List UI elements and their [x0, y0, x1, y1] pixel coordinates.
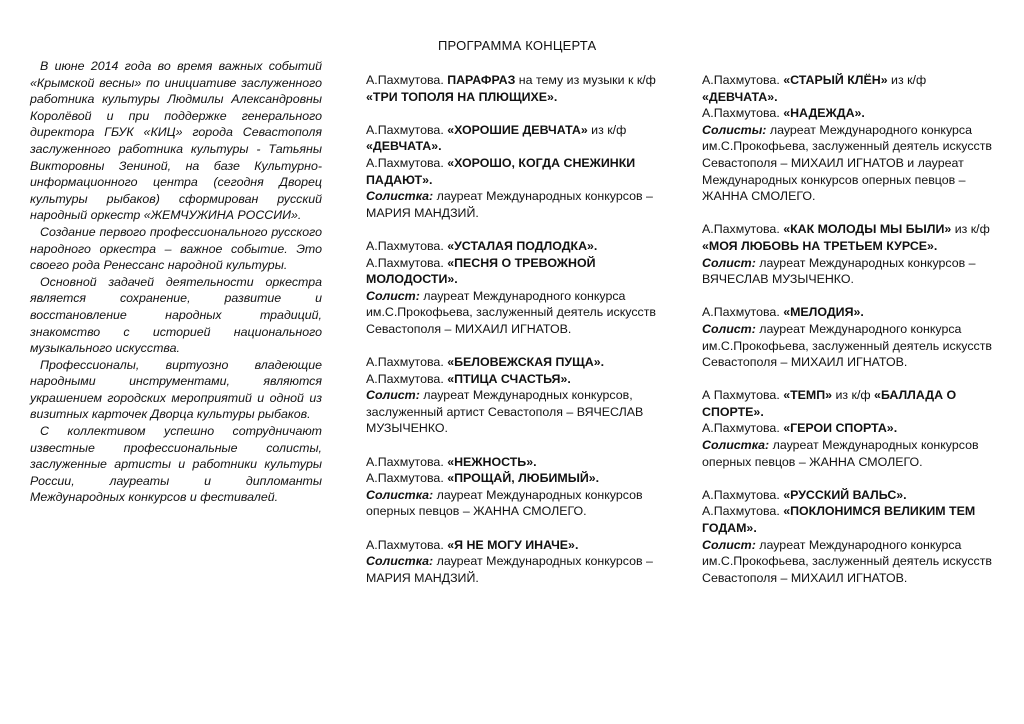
work-title: «РУССКИЙ ВАЛЬС».	[783, 487, 907, 502]
program-item	[702, 487, 1002, 587]
performer-line	[366, 553, 666, 586]
performer-role: Солисты:	[702, 122, 767, 137]
page-title: ПРОГРАММА КОНЦЕРТА	[438, 38, 597, 53]
work-text: А.Пахмутова.	[366, 471, 448, 486]
program-column-left	[366, 72, 666, 603]
work-text: из к/ф	[587, 122, 627, 137]
program-item	[366, 72, 666, 105]
work-title: «КАК МОЛОДЫ МЫ БЫЛИ»	[783, 222, 952, 237]
performer-role: Солист:	[702, 537, 756, 552]
performer-line	[366, 487, 666, 520]
work-text: А.Пахмутова.	[702, 504, 784, 519]
intro-paragraph: С коллективом успешно сотрудничают известные профессиональные солисты, заслуженные артисты и работники культуры России, лауреаты и дипломанты Международных конкурсов и фестивалей.	[30, 424, 322, 505]
performer-role: Солист:	[702, 321, 756, 336]
work-text: А.Пахмутова.	[702, 421, 784, 436]
work-text: А.Пахмутова.	[366, 122, 448, 137]
performer-role: Солистка:	[366, 487, 434, 502]
work-text: А.Пахмутова.	[366, 155, 448, 170]
work-text: А.Пахмутова.	[702, 305, 784, 320]
work-title: «ПОКЛОНИМСЯ ВЕЛИКИМ ТЕМ ГОДАМ».	[702, 504, 976, 536]
work-title: «НЕЖНОСТЬ».	[447, 454, 537, 469]
work-title: «ДЕВЧАТА».	[702, 89, 778, 104]
program-work	[702, 503, 1002, 536]
performer-role: Солистка:	[366, 554, 434, 569]
work-title: «БАЛЛАДА О СПОРТЕ».	[702, 388, 957, 419]
program-work	[366, 155, 666, 188]
performer-name: лауреат Международного конкурса им.С.Прокофьева, заслуженный деятель искусств Севастополя – МИХАИЛ ИГНАТОВ.	[366, 288, 656, 336]
performer-name: лауреат Международных конкурсов – МАРИЯ МАНДЗИЙ.	[366, 554, 653, 585]
program-work	[366, 122, 666, 155]
work-text: А.Пахмутова.	[366, 454, 448, 469]
performer-name: лауреат Международного конкурса им.С.Прокофьева, заслуженный деятель искусств Севастополя – МИХАИЛ ИГНАТОВ.	[702, 537, 992, 585]
performer-line	[702, 321, 1002, 371]
performer-name: лауреат Международных конкурсов – ВЯЧЕСЛАВ МУЗЫЧЕНКО.	[702, 255, 976, 287]
work-text: А.Пахмутова.	[702, 222, 784, 237]
intro-paragraph: В июне 2014 года во время важных событий «Крымской весны» по инициативе заслуженного работника культуры Людмилы Александровны Королёвой и при поддержке генерального директора ГБУК «КИЦ» города Севастополя заслуженного работника культуры - Татьяны Викторовны Зениной, на базе Культурно-информационного центра (сегодня Дворец культуры рыбаков) сформирован русский народный оркестр «ЖЕМЧУЖИНА РОССИИ».	[30, 59, 322, 223]
work-text: А.Пахмутова.	[702, 487, 784, 502]
performer-name: лауреат Международного конкурса им.С.Прокофьева, заслуженный деятель искусств Севастополя – МИХАИЛ ИГНАТОВ и лауреат Международных конкурсов оперных певцов – ЖАННА СМОЛЕГО.	[702, 122, 992, 204]
performer-line	[366, 188, 666, 221]
work-text: из к/ф	[887, 73, 927, 87]
work-title: «ДЕВЧАТА».	[366, 139, 442, 154]
program-column-right	[702, 72, 1002, 603]
work-title: «ТЕМП»	[783, 388, 833, 403]
work-text: на тему из музыки к к/ф	[515, 73, 656, 87]
intro-paragraph: Основной задачей деятельности оркестра является сохранение, развитие и восстановление народных традиций, знакомство с историей национального музыкального искусства.	[30, 274, 322, 356]
program-item	[366, 537, 666, 587]
performer-line	[366, 387, 666, 437]
performer-name: лауреат Международных конкурсов оперных певцов – ЖАННА СМОЛЕГО.	[702, 438, 979, 469]
program-work	[366, 255, 666, 288]
work-title: «ХОРОШИЕ ДЕВЧАТА»	[447, 122, 588, 137]
work-text: А.Пахмутова.	[366, 238, 448, 253]
program-work	[366, 537, 666, 554]
program-item	[366, 238, 666, 338]
performer-line	[702, 122, 1002, 205]
performer-role: Солист:	[702, 255, 756, 270]
work-text: А.Пахмутова.	[366, 371, 448, 386]
work-text: А.Пахмутова.	[366, 73, 448, 87]
program-item	[366, 122, 666, 222]
work-title: «НАДЕЖДА».	[783, 106, 865, 121]
performer-line	[702, 437, 1002, 470]
performer-name: лауреат Международного конкурса им.С.Прокофьева, заслуженный деятель искусств Севастополя – МИХАИЛ ИГНАТОВ.	[702, 321, 992, 370]
intro-text	[30, 58, 322, 506]
program-item	[702, 304, 1002, 370]
program-work	[702, 304, 1002, 321]
performer-name: лауреат Международных конкурсов – МАРИЯ МАНДЗИЙ.	[366, 189, 653, 220]
performer-line	[702, 255, 1002, 288]
program-work	[366, 238, 666, 255]
performer-line	[702, 537, 1002, 587]
program-work	[702, 221, 1002, 254]
work-text: А.Пахмутова.	[366, 537, 448, 552]
work-title: «ГЕРОИ СПОРТА».	[783, 421, 898, 436]
work-title: ПАРАФРАЗ	[447, 73, 516, 87]
performer-name: лауреат Международных конкурсов оперных певцов – ЖАННА СМОЛЕГО.	[366, 487, 643, 519]
program-item	[366, 354, 666, 437]
performer-role: Солистка:	[702, 438, 770, 453]
work-text: А.Пахмутова.	[702, 106, 784, 121]
program-work	[702, 487, 1002, 504]
work-title: «ПЕСНЯ О ТРЕВОЖНОЙ МОЛОДОСТИ».	[366, 255, 596, 287]
program-work	[366, 371, 666, 388]
program-work	[366, 454, 666, 471]
work-title: «МЕЛОДИЯ».	[783, 305, 864, 320]
program-work	[366, 72, 666, 105]
performer-line	[366, 288, 666, 338]
program-item	[702, 221, 1002, 287]
program-work	[366, 470, 666, 487]
work-title: «Я НЕ МОГУ ИНАЧЕ».	[447, 537, 579, 552]
work-title: «ПТИЦА СЧАСТЬЯ».	[447, 371, 571, 386]
performer-role: Солистка:	[366, 189, 434, 204]
work-title: «МОЯ ЛЮБОВЬ НА ТРЕТЬЕМ КУРСЕ».	[702, 238, 938, 253]
program-work	[702, 72, 1002, 105]
work-title: «ТРИ ТОПОЛЯ НА ПЛЮЩИХЕ».	[366, 89, 558, 104]
work-title: «БЕЛОВЕЖСКАЯ ПУЩА».	[447, 355, 605, 370]
performer-role: Солист:	[366, 388, 420, 403]
work-text: А.Пахмутова.	[702, 73, 784, 87]
program-item	[366, 454, 666, 520]
program-work	[702, 105, 1002, 122]
program-item	[702, 387, 1002, 470]
work-text: А.Пахмутова.	[366, 255, 448, 270]
work-title: «ПРОЩАЙ, ЛЮБИМЫЙ».	[447, 471, 600, 486]
work-title: «СТАРЫЙ КЛЁН»	[783, 73, 888, 87]
work-text: А Пахмутова.	[702, 388, 784, 403]
work-title: «УСТАЛАЯ ПОДЛОДКА».	[447, 238, 598, 253]
performer-name: лауреат Международных конкурсов, заслуженный артист Севастополя – ВЯЧЕСЛАВ МУЗЫЧЕНКО.	[366, 388, 644, 436]
program-work	[702, 420, 1002, 437]
intro-paragraph: Создание первого профессионального русского народного оркестра – важное событие. Это своего рода Ренессанс народной культуры.	[30, 224, 322, 273]
program-work	[702, 387, 1002, 420]
work-text: из к/ф	[832, 388, 875, 403]
work-text: из к/ф	[951, 222, 990, 237]
performer-role: Солист:	[366, 288, 420, 303]
intro-paragraph: Профессионалы, виртуозно владеющие народными инструментами, являются украшением городских мероприятий и одной из визитных карточек Дворца культуры рыбаков.	[30, 357, 322, 422]
program-item	[702, 72, 1002, 205]
program-work	[366, 354, 666, 371]
work-text: А.Пахмутова.	[366, 355, 448, 370]
work-title: «ХОРОШО, КОГДА СНЕЖИНКИ ПАДАЮТ».	[366, 155, 636, 187]
